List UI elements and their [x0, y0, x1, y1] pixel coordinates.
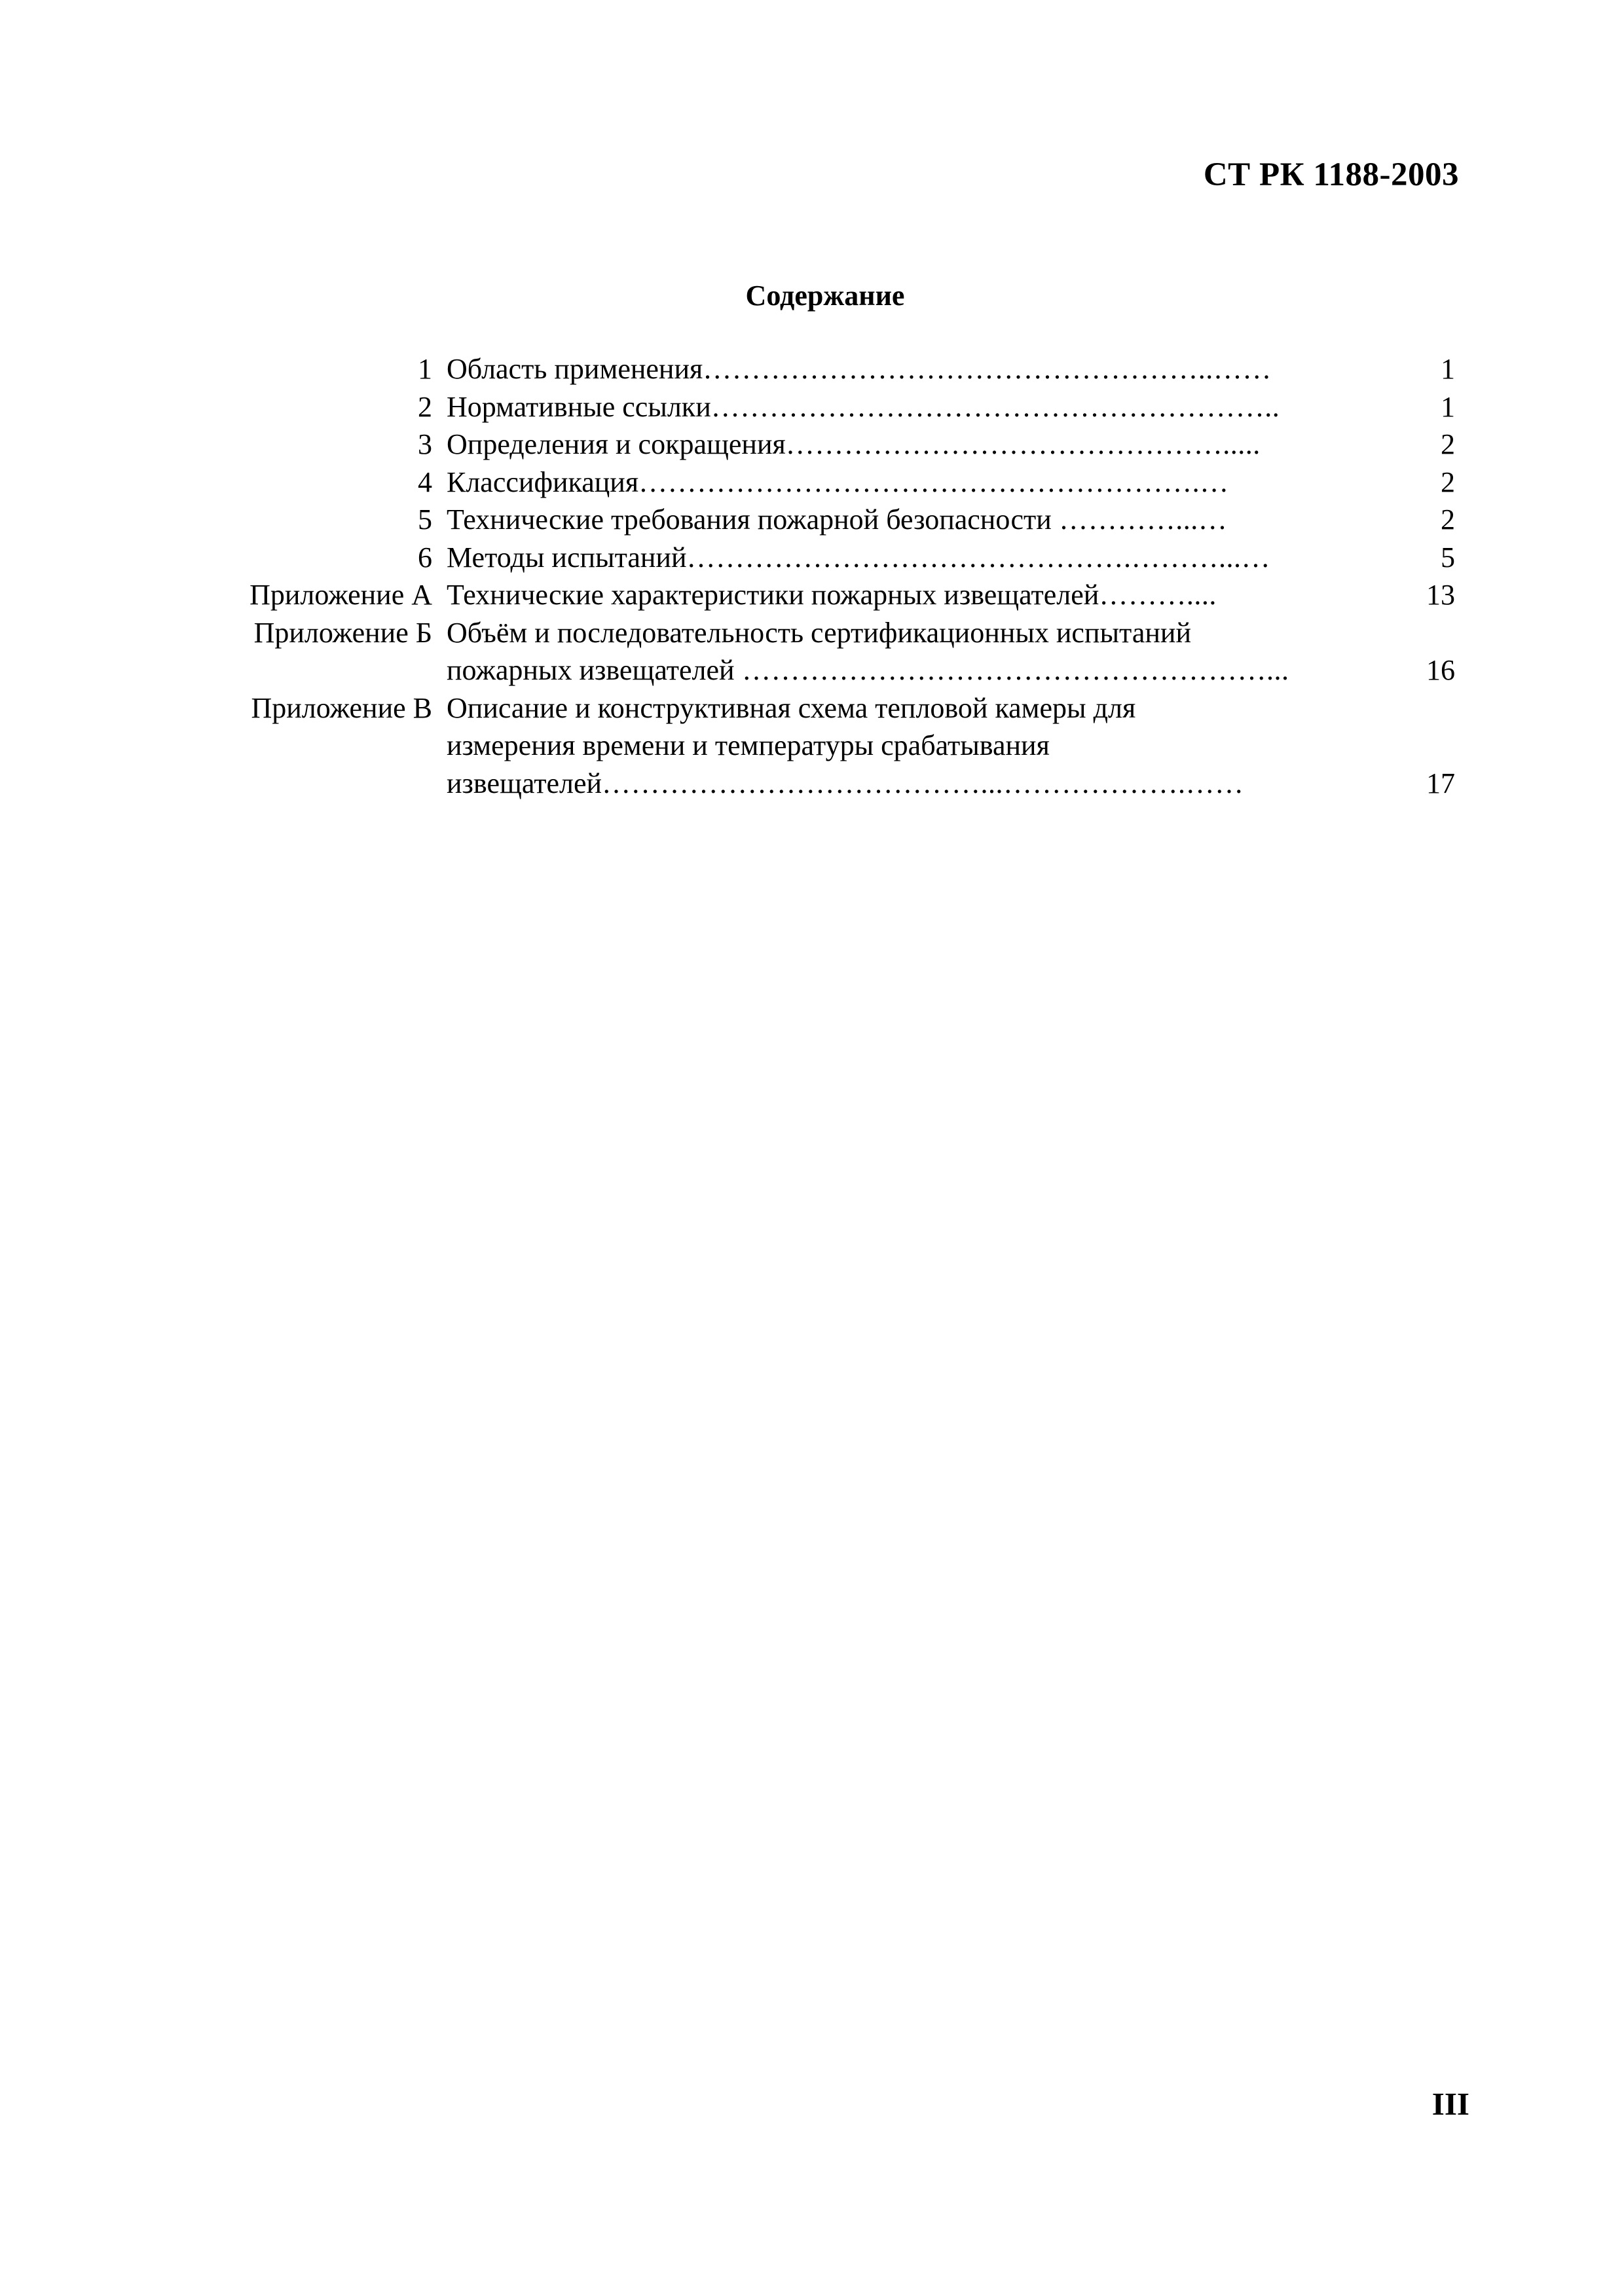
- toc-row-page: 2: [1441, 428, 1455, 460]
- toc-row-text: Технические характеристики пожарных извещателей………....: [447, 579, 1217, 611]
- toc-row: [0, 464, 1624, 501]
- toc-leader-dots: …………………………………...……………….……: [602, 767, 1244, 799]
- page-number: III: [1431, 2086, 1469, 2122]
- toc-row: [0, 426, 1624, 464]
- toc-row: [0, 350, 1624, 388]
- toc-row: [0, 614, 1624, 652]
- toc-row: [0, 539, 1624, 577]
- toc-row-text: Классификация………………………………………………….…: [447, 465, 1229, 498]
- toc-row-page: 2: [1441, 465, 1455, 498]
- toc-row: [0, 388, 1624, 426]
- toc-row-page: 5: [1441, 541, 1455, 574]
- toc-row-label: 2: [418, 390, 432, 423]
- toc-row: [0, 501, 1624, 539]
- toc-row: [0, 689, 1624, 727]
- toc-row-page: 17: [1426, 767, 1455, 799]
- toc-row-text: извещателей…………………………………...……………….……: [447, 767, 1244, 799]
- toc-row-page: 13: [1426, 579, 1455, 611]
- toc-row: [0, 576, 1624, 614]
- toc-row-label: 3: [418, 428, 432, 460]
- toc-leader-dots: ……………………………………….....: [785, 428, 1261, 460]
- document-code: СТ РК 1188-2003: [1203, 156, 1459, 193]
- toc-row-label: Приложение В: [251, 691, 432, 724]
- toc-leader-dots: ………………………………………………...: [734, 654, 1289, 686]
- toc-leader-dots: ………....: [1099, 579, 1217, 611]
- toc-row: [0, 727, 1624, 765]
- toc-row-label: 4: [418, 465, 432, 498]
- toc-row-text: Нормативные ссылки…………………………………………………..: [447, 390, 1280, 423]
- table-of-contents: [0, 350, 1624, 802]
- toc-leader-dots: …………...…: [1051, 503, 1228, 536]
- toc-row-text: Определения и сокращения……………………………………….....: [447, 428, 1261, 460]
- toc-row-text: Объём и последовательность сертификационных испытаний: [447, 616, 1191, 649]
- toc-row: [0, 651, 1624, 689]
- toc-row-page: 1: [1441, 353, 1455, 385]
- toc-row-label: Приложение А: [249, 579, 432, 611]
- toc-row-text: Методы испытаний……………………………………….………...…: [447, 541, 1271, 574]
- toc-leader-dots: ………………………………………………….…: [638, 465, 1229, 498]
- toc-row-label: 1: [418, 353, 432, 385]
- toc-row-text: Область применения……………………………………………..……: [447, 353, 1272, 385]
- toc-title: Содержание: [745, 280, 905, 312]
- toc-row-label: 5: [418, 503, 432, 536]
- toc-row-text: измерения времени и температуры срабатывания: [447, 729, 1050, 761]
- toc-row-page: 16: [1426, 654, 1455, 686]
- toc-row-page: 1: [1441, 390, 1455, 423]
- toc-leader-dots: ……………………………………………..……: [703, 353, 1272, 385]
- toc-leader-dots: …………………………………………………..: [710, 390, 1280, 423]
- toc-row-page: 2: [1441, 503, 1455, 536]
- toc-row-label: 6: [418, 541, 432, 574]
- toc-row-text: Технические требования пожарной безопасности …………...…: [447, 503, 1228, 536]
- toc-leader-dots: ……………………………………….………...…: [686, 541, 1271, 574]
- toc-row-text: пожарных извещателей ………………………………………………...: [447, 654, 1289, 686]
- toc-row-text: Описание и конструктивная схема тепловой камеры для: [447, 691, 1136, 724]
- toc-row-label: Приложение Б: [253, 616, 432, 649]
- toc-row: [0, 765, 1624, 803]
